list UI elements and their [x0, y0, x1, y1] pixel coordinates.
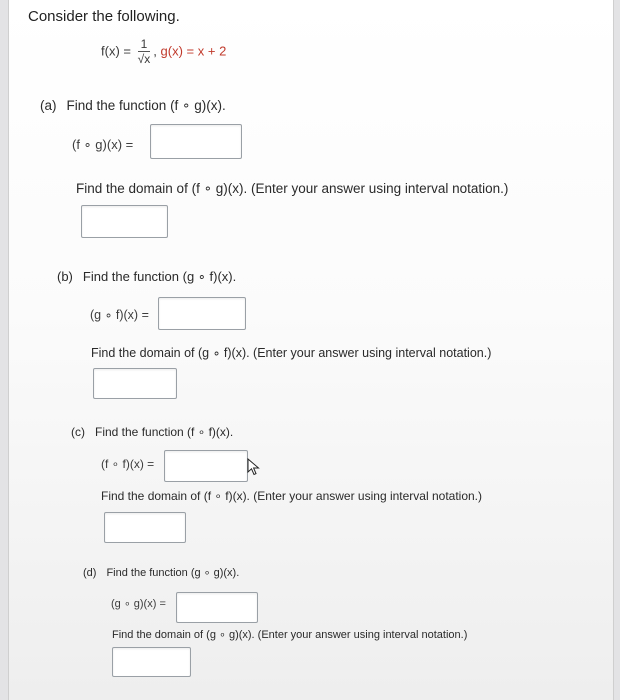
g-definition: g(x) = x + 2: [160, 43, 227, 59]
f-definition-lhs: f(x) =: [101, 43, 131, 59]
part-a-domain-input[interactable]: [81, 205, 168, 238]
mouse-pointer-icon: [247, 458, 261, 476]
part-d-question: [83, 566, 239, 579]
part-b-question: [57, 269, 236, 285]
part-b-text: Find the function (g ∘ f)(x).: [82, 269, 237, 284]
part-b-tag: (b): [57, 269, 73, 284]
part-c-domain-input[interactable]: [104, 512, 186, 543]
part-a-domain-question: Find the domain of (f ∘ g)(x). (Enter your answer using interval notation.): [76, 181, 509, 196]
part-b-domain-question: Find the domain of (g ∘ f)(x). (Enter your answer using interval notation.): [91, 346, 492, 360]
part-c-domain-question: Find the domain of (f ∘ f)(x). (Enter your answer using interval notation.): [101, 489, 483, 503]
part-c-tag: (c): [71, 425, 85, 439]
part-d-equation-label: (g ∘ g)(x) =: [111, 598, 166, 610]
f-fraction: [138, 37, 151, 67]
part-c-question: [71, 425, 233, 439]
f-denominator: √x: [137, 52, 151, 66]
f-numerator: 1: [138, 37, 151, 52]
part-b-domain-input[interactable]: [93, 368, 177, 399]
question-sheet: [8, 0, 614, 700]
formula-comma: ,: [153, 43, 157, 59]
part-c-equation-label: (f ∘ f)(x) =: [101, 457, 155, 471]
part-d-domain-question: Find the domain of (g ∘ g)(x). (Enter your answer using interval notation.): [112, 629, 468, 641]
part-a-answer-input[interactable]: [150, 124, 242, 159]
part-a-tag: (a): [40, 98, 57, 113]
part-d-domain-input[interactable]: [112, 647, 191, 677]
part-d-tag: (d): [83, 567, 97, 579]
part-c-answer-input[interactable]: [164, 450, 248, 482]
part-d-answer-input[interactable]: [176, 592, 258, 623]
intro-text: Consider the following.: [28, 8, 180, 25]
part-b-answer-input[interactable]: [158, 297, 246, 330]
part-a-question: [40, 98, 226, 114]
part-b-equation-label: (g ∘ f)(x) =: [90, 308, 149, 322]
part-a-text: Find the function (f ∘ g)(x).: [66, 98, 226, 113]
part-c-text: Find the function (f ∘ f)(x).: [95, 425, 234, 439]
part-a-equation-label: (f ∘ g)(x) =: [72, 137, 134, 152]
function-definitions: [101, 37, 226, 67]
part-d-text: Find the function (g ∘ g)(x).: [106, 567, 240, 579]
